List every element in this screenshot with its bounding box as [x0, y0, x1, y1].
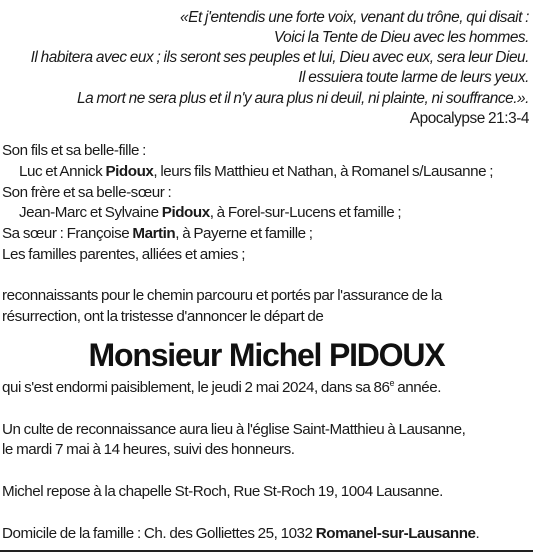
announcement-line-2: résurrection, ont la tristesse d'annoncer le départ de [2, 308, 324, 325]
brother-intro: Son frère et sa belle-sœur : [2, 184, 172, 201]
son-intro: Son fils et sa belle-fille : [2, 142, 146, 159]
bottom-divider [0, 550, 533, 552]
death-text-a: qui s'est endormi paisiblement, le jeudi 2 mai 2024, dans sa 86 [2, 379, 390, 396]
son-names-b: , leurs fils Matthieu et Nathan, à Romanel s/Lausanne ; [153, 163, 494, 180]
verse-line-4: Il essuiera toute larme de leurs yeux. [298, 69, 529, 86]
verse-line-2: Voici la Tente de Dieu avec les hommes. [273, 29, 529, 46]
son-surname: Pidoux [105, 163, 154, 180]
sister-surname: Martin [132, 225, 176, 242]
domicile-town: Romanel-sur-Lausanne [315, 525, 476, 542]
rest-line: Michel repose à la chapelle St-Roch, Rue St-Roch 19, 1004 Lausanne. [2, 483, 443, 500]
brother-surname: Pidoux [161, 204, 210, 221]
verse-line-5: La mort ne sera plus et il n'y aura plus ni deuil, ni plainte, ni souffrance.». [76, 90, 529, 107]
death-ordinal: e [389, 378, 395, 388]
sister-line [0, 224, 533, 244]
announcement-line-1: reconnaissants pour le chemin parcouru et portés par l'assurance de la [2, 287, 442, 304]
son-line [0, 162, 533, 182]
service-line-2: le mardi 7 mai à 14 heures, suivi des honneurs. [2, 441, 295, 458]
service-line-1: Un culte de reconnaissance aura lieu à l'église Saint-Matthieu à Lausanne, [2, 421, 466, 438]
brother-names-a: Jean-Marc et Sylvaine [19, 204, 162, 221]
deceased-name: Monsieur Michel PIDOUX [88, 337, 445, 373]
sister-a: Sa sœur : Françoise [2, 225, 133, 242]
brother-line [0, 203, 533, 223]
domicile-line [0, 524, 533, 544]
death-line [0, 378, 533, 398]
sister-b: , à Payerne et famille ; [175, 225, 313, 242]
death-text-b: année. [394, 379, 442, 396]
other-families: Les familles parentes, alliées et amies ; [2, 246, 246, 263]
son-names-a: Luc et Annick [19, 163, 106, 180]
brother-names-b: , à Forel-sur-Lucens et famille ; [209, 204, 402, 221]
verse-reference: Apocalypse 21:3-4 [409, 110, 529, 127]
verse-line-3: Il habitera avec eux ; ils seront ses peuples et lui, Dieu avec eux, sera leur Dieu. [30, 49, 529, 66]
domicile-end: . [475, 525, 480, 542]
verse-line-1: «Et j'entendis une forte voix, venant du trône, qui disait : [180, 9, 529, 26]
domicile-label: Domicile de la famille : Ch. des Golliettes 25, 1032 [2, 525, 316, 542]
